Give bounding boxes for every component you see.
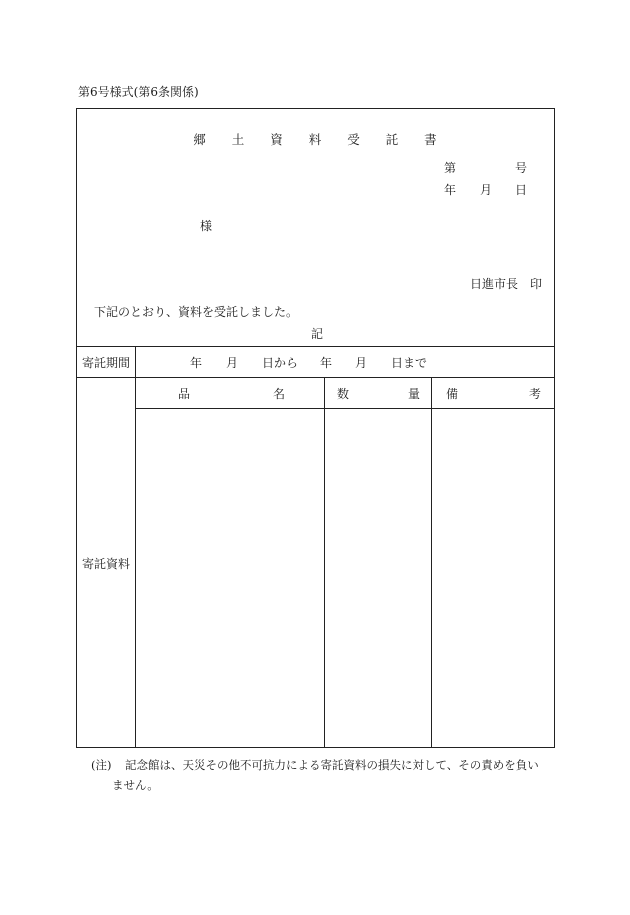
materials-label: 寄託資料: [82, 557, 131, 571]
statement-text: 下記のとおり、資料を受託しました。: [94, 305, 299, 319]
form-frame: [76, 108, 555, 748]
label-column-divider: [135, 346, 136, 747]
period-from-year: 年: [190, 356, 203, 370]
period-to-day: 日まで: [391, 356, 428, 370]
issuer-seal: 日進市長 印: [470, 277, 543, 291]
footnote-line1: 記念館は、天災その他不可抗力による寄託資料の損失に対して、その責めを負い: [125, 758, 539, 772]
date-day: 日: [515, 183, 528, 197]
footnote-mark: (注): [91, 758, 112, 772]
qty-note-divider: [431, 377, 432, 747]
period-row-bottom: [77, 377, 554, 378]
date-year: 年: [444, 183, 457, 197]
period-from-day: 日から: [262, 356, 299, 370]
number-prefix: 第: [444, 161, 457, 175]
addressee-suffix: 様: [200, 219, 213, 233]
form-number-label: 第6号様式(第6条関係): [78, 85, 199, 99]
period-to-month: 月: [355, 356, 368, 370]
header-qty-char2: 量: [408, 387, 421, 401]
header-qty-char1: 数: [337, 387, 350, 401]
header-note-char1: 備: [446, 387, 459, 401]
item-qty-divider: [324, 377, 325, 747]
period-row-top: [77, 346, 554, 347]
period-from-month: 月: [226, 356, 239, 370]
date-month: 月: [480, 183, 493, 197]
ki-heading: 記: [311, 327, 324, 341]
footnote-line2: ません。: [112, 778, 159, 792]
period-to-year: 年: [320, 356, 333, 370]
header-item-char2: 名: [273, 387, 286, 401]
header-item-char1: 品: [178, 387, 191, 401]
period-label: 寄託期間: [82, 356, 131, 370]
number-suffix: 号: [515, 161, 528, 175]
form-title: 郷 土 資 料 受 託 書: [193, 132, 448, 147]
materials-header-bottom: [135, 408, 554, 409]
header-note-char2: 考: [529, 387, 542, 401]
